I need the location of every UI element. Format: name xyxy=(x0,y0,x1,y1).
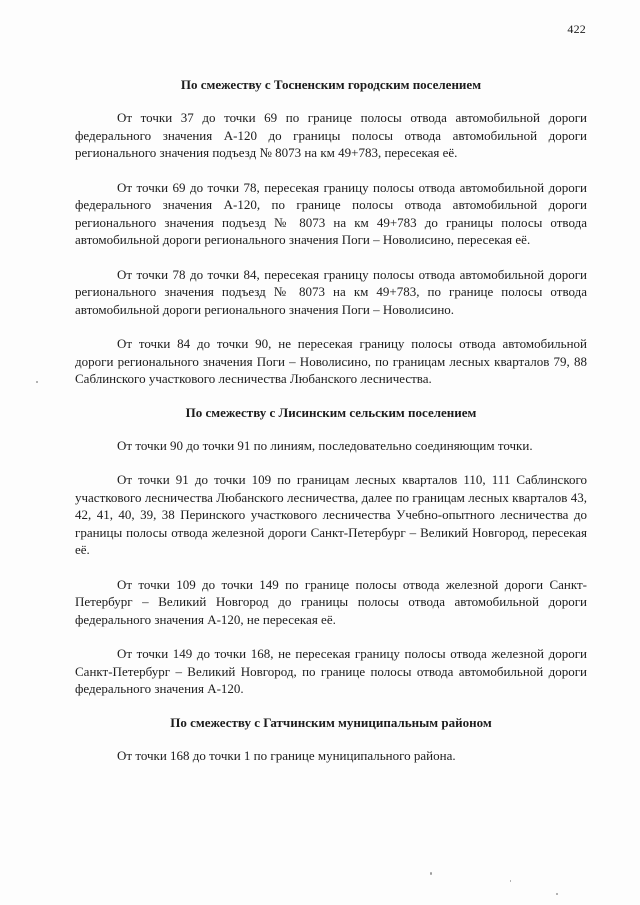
section-heading: По смежеству с Тосненским городским поселением xyxy=(180,77,482,92)
paragraph: От точки 78 до точки 84, пересекая границу полосы отвода автомобильной дороги регионального значения подъезд № 8073 на км 49+783, по границе полосы отвода автомобильной дороги регионального значения Поги – Новолисино. xyxy=(75,266,587,317)
paragraph: От точки 168 до точки 1 по границе муниципального района. xyxy=(117,747,456,763)
scan-speck xyxy=(510,880,511,882)
paragraph: От точки 90 до точки 91 по линиям, последовательно соединяющим точки. xyxy=(117,437,533,453)
paragraph: От точки 109 до точки 149 по границе полосы отвода железной дороги Санкт-Петербург – Великий Новгород до границы полосы отвода автомобильной дороги федерального значения А-120, не пересекая её. xyxy=(75,576,587,627)
paragraph: От точки 149 до точки 168, не пересекая границу полосы отвода железной дороги Санкт-Петербург – Великий Новгород, по границе полосы отвода автомобильной дороги федерального значения А-120. xyxy=(75,646,587,696)
scan-speck xyxy=(36,381,38,383)
section-heading: По смежеству с Гатчинским муниципальным районом xyxy=(170,714,492,730)
section-lisino xyxy=(75,404,587,698)
paragraph: От точки 37 до точки 69 по границе полосы отвода автомобильной дороги федерального значения А-120 до границы полосы отвода автомобильной дороги регионального значения подъезд № 8073 на км 49+783, пересекая её. xyxy=(75,110,587,160)
section-heading: По смежеству с Лисинским сельским поселением xyxy=(185,404,477,420)
page-number: 422 xyxy=(567,22,586,36)
paragraph: От точки 84 до точки 90, не пересекая границу полосы отвода автомобильной дороги регионального значения Поги – Новолисино, по границам лесных кварталов 79, 88 Саблинского участкового лесничества Любанского лесничества. xyxy=(75,336,587,386)
paragraph: От точки 91 до точки 109 по границам лесных кварталов 110, 111 Саблинского участкового лесничества Любанского лесничества, далее по границам лесных кварталов 43, 42, 41, 40, 39, 38 Перинского участкового лесничества Учебно-опытного лесничества до границы полосы отвода железной дороги Санкт-Петербург – Великий Новгород, пересекая её. xyxy=(75,472,587,557)
paragraph: От точки 69 до точки 78, пересекая границу полосы отвода автомобильной дороги федерального значения А-120, по границе полосы отвода автомобильной дороги регионального значения подъезд № 8073 на км 49+783 до границы полосы отвода автомобильной дороги регионального значения Поги – Новолисино, пересекая её. xyxy=(75,179,587,247)
document-body xyxy=(75,76,587,764)
scan-speck xyxy=(430,872,432,875)
scan-speck xyxy=(556,893,558,895)
section-tosno xyxy=(75,76,587,388)
section-gatchina xyxy=(75,714,587,765)
